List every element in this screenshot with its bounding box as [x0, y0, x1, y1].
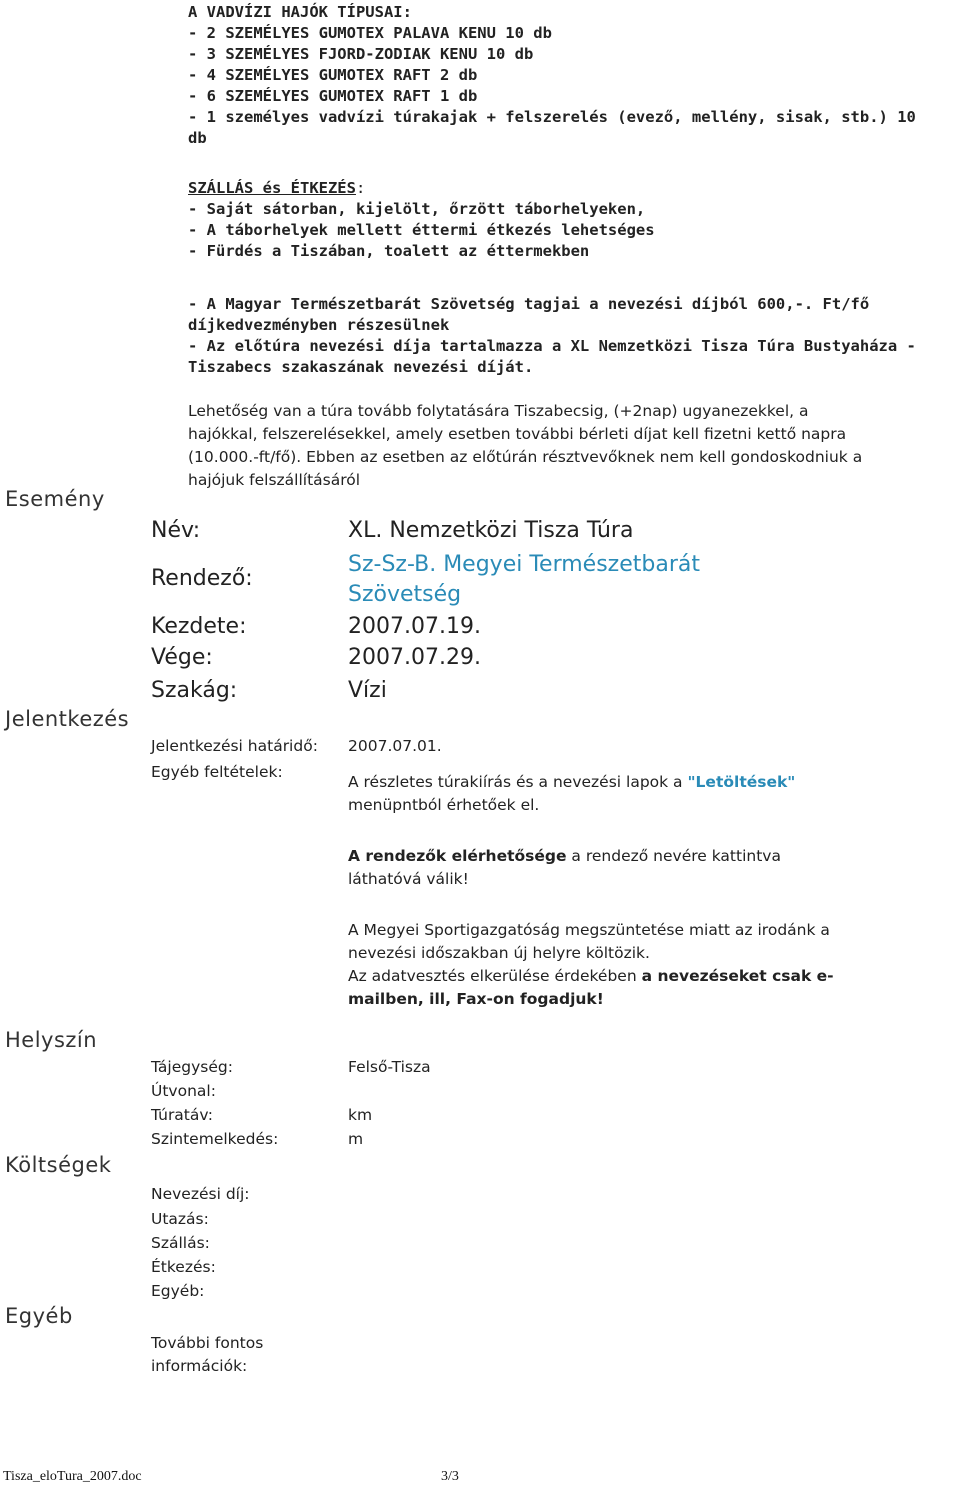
boat-types-block	[188, 2, 958, 149]
event-organizer-label: Rendező:	[151, 566, 253, 591]
registration-conditions-label: Egyéb feltételek:	[151, 763, 283, 781]
registration-deadline-label: Jelentkezési határidő:	[151, 737, 318, 755]
other-info-line: További fontos	[151, 1334, 264, 1352]
discount-line: - Az előtúra nevezési díja tartalmazza a XL Nemzetközi Tisza Túra Bustyaháza -	[188, 337, 916, 355]
section-event: Esemény	[5, 487, 105, 511]
location-distance-value: km	[348, 1106, 373, 1124]
section-other: Egyéb	[5, 1304, 73, 1328]
lodging-title-row	[188, 178, 958, 199]
boat-line: db	[188, 129, 207, 147]
condition-download-text: A részletes túrakiírás és a nevezési lapok a	[348, 773, 688, 791]
event-name-label: Név:	[151, 518, 201, 543]
condition-office-line: nevezési időszakban új helyre költözik.	[348, 944, 650, 962]
event-branch-value: Vízi	[348, 678, 387, 703]
boat-line: - 4 SZEMÉLYES GUMOTEX RAFT 2 db	[188, 66, 478, 84]
discount-line: díjkedvezményben részesülnek	[188, 316, 450, 334]
footer-page-number: 3/3	[441, 1469, 459, 1484]
lodging-line: - Saját sátorban, kijelölt, őrzött táborhelyeken,	[188, 200, 646, 218]
organizer-link[interactable]	[348, 550, 700, 610]
condition-office-move	[348, 919, 948, 1011]
boat-line: - 1 személyes vadvízi túrakajak + felszerelés (evező, mellény, sisak, stb.) 10	[188, 108, 916, 126]
costs-travel-label: Utazás:	[151, 1210, 209, 1228]
condition-download	[348, 771, 948, 817]
location-elevation-value: m	[348, 1130, 364, 1148]
location-route-label: Útvonal:	[151, 1082, 216, 1100]
event-end-label: Vége:	[151, 645, 213, 670]
downloads-link[interactable]: "Letöltések"	[687, 773, 796, 791]
event-branch-label: Szakág:	[151, 678, 238, 703]
event-end-value: 2007.07.29.	[348, 645, 481, 670]
condition-office-line: A Megyei Sportigazgatóság megszüntetése miatt az irodánk a	[348, 921, 830, 939]
organizer-line: Szövetség	[348, 582, 462, 607]
boat-line: - 3 SZEMÉLYES FJORD-ZODIAK KENU 10 db	[188, 45, 534, 63]
lodging-line: - A táborhelyek mellett éttermi étkezés lehetséges	[188, 221, 655, 239]
event-start-label: Kezdete:	[151, 614, 247, 639]
condition-download-text2: menüpntból érhetőek el.	[348, 796, 540, 814]
location-distance-label: Túratáv:	[151, 1106, 213, 1124]
discount-line: - A Magyar Természetbarát Szövetség tagjai a nevezési díjból 600,-. Ft/fő	[188, 295, 870, 313]
condition-contacts-bold: A rendezők elérhetősége	[348, 847, 567, 865]
boat-line: - 2 SZEMÉLYES GUMOTEX PALAVA KENU 10 db	[188, 24, 552, 42]
continuation-line: hajókkal, felszerelésekkel, amely esetben további bérleti díjat kell fizetni kettő napra	[188, 425, 847, 443]
condition-contacts	[348, 845, 948, 891]
other-info-line: információk:	[151, 1357, 248, 1375]
condition-contacts-text: a rendező nevére kattintva	[566, 847, 781, 865]
lodging-title: SZÁLLÁS és ÉTKEZÉS	[188, 179, 356, 197]
section-location: Helyszín	[5, 1028, 98, 1052]
condition-office-bold: a nevezéseket csak e-	[641, 967, 834, 985]
organizer-line: Sz-Sz-B. Megyei Természetbarát	[348, 552, 700, 577]
event-start-value: 2007.07.19.	[348, 614, 481, 639]
boat-line: - 6 SZEMÉLYES GUMOTEX RAFT 1 db	[188, 87, 478, 105]
continuation-line: hajójuk felszállításáról	[188, 471, 361, 489]
footer-filename: Tisza_eloTura_2007.doc	[3, 1469, 142, 1484]
discount-line: Tiszabecs szakaszának nevezési díját.	[188, 358, 534, 376]
costs-other-label: Egyéb:	[151, 1282, 205, 1300]
continuation-line: (10.000.-ft/fő). Ebben az esetben az előtúrán résztvevőknek nem kell gondoskodniuk a	[188, 448, 863, 466]
condition-contacts-text2: láthatóvá válik!	[348, 870, 469, 888]
section-registration: Jelentkezés	[5, 707, 130, 731]
lodging-line: - Fürdés a Tiszában, toalett az éttermekben	[188, 242, 590, 260]
boat-types-title: A VADVÍZI HAJÓK TÍPUSAI:	[188, 3, 412, 21]
location-region-label: Tájegység:	[151, 1058, 233, 1076]
section-costs: Költségek	[5, 1153, 112, 1177]
costs-entry-label: Nevezési díj:	[151, 1185, 250, 1203]
lodging-block	[188, 178, 958, 262]
location-elevation-label: Szintemelkedés:	[151, 1130, 279, 1148]
continuation-block	[188, 400, 958, 492]
condition-office-bold2: mailben, ill, Fax-on fogadjuk!	[348, 990, 604, 1008]
costs-food-label: Étkezés:	[151, 1258, 216, 1276]
other-info-label	[151, 1332, 263, 1378]
event-name-value: XL. Nemzetközi Tisza Túra	[348, 518, 634, 543]
continuation-line: Lehetőség van a túra tovább folytatására Tiszabecsig, (+2nap) ugyanezekkel, a	[188, 402, 809, 420]
registration-deadline-value: 2007.07.01.	[348, 737, 442, 755]
condition-office-text: Az adatvesztés elkerülése érdekében	[348, 967, 642, 985]
costs-lodging-label: Szállás:	[151, 1234, 210, 1252]
lodging-colon: :	[355, 179, 366, 197]
discount-block	[188, 294, 958, 378]
location-region-value: Felső-Tisza	[348, 1058, 431, 1076]
